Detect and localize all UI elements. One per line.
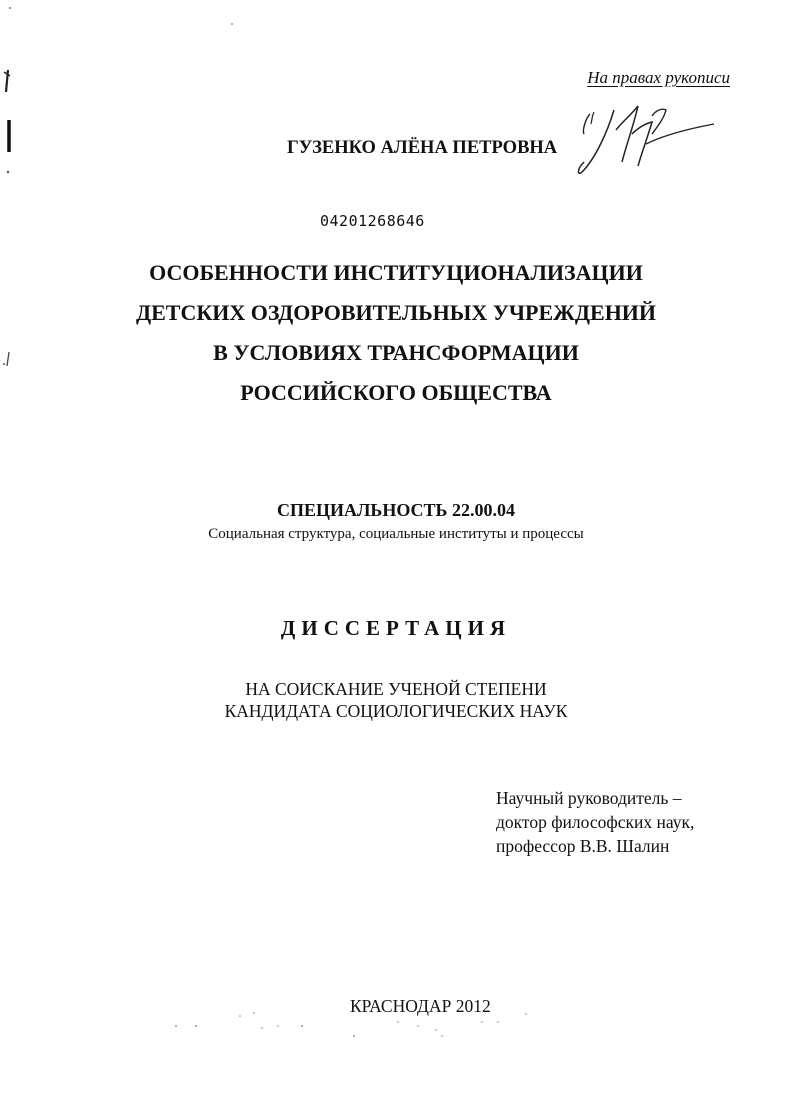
title-line: РОССИЙСКОГО ОБЩЕСТВА (240, 380, 552, 405)
registration-number: 04201268646 (320, 212, 425, 230)
author-name: ГУЗЕНКО АЛЁНА ПЕТРОВНА (287, 138, 558, 158)
degree-line: КАНДИДАТА СОЦИОЛОГИЧЕСКИХ НАУК (224, 701, 568, 721)
specialty-code: СПЕЦИАЛЬНОСТЬ 22.00.04 (277, 500, 515, 520)
handwritten-signature (572, 100, 722, 180)
advisor-line: доктор философских наук, (496, 812, 695, 832)
scientific-advisor (496, 786, 694, 858)
dissertation-title (0, 253, 792, 413)
specialty-description: Социальная структура, социальные институты и процессы (208, 526, 584, 542)
advisor-line: профессор В.В. Шалин (496, 836, 670, 856)
city-year: КРАСНОДАР 2012 (350, 996, 491, 1016)
document-type: ДИССЕРТАЦИЯ (280, 616, 512, 640)
title-line: ДЕТСКИХ ОЗДОРОВИТЕЛЬНЫХ УЧРЕЖДЕНИЙ (135, 300, 657, 325)
advisor-line: Научный руководитель – (496, 788, 682, 808)
title-line: ОСОБЕННОСТИ ИНСТИТУЦИОНАЛИЗАЦИИ (149, 260, 643, 285)
degree-statement (0, 678, 792, 722)
degree-line: НА СОИСКАНИЕ УЧЕНОЙ СТЕПЕНИ (245, 679, 547, 699)
rights-note: На правах рукописи (587, 68, 730, 87)
title-line: В УСЛОВИЯХ ТРАНСФОРМАЦИИ (213, 340, 579, 365)
